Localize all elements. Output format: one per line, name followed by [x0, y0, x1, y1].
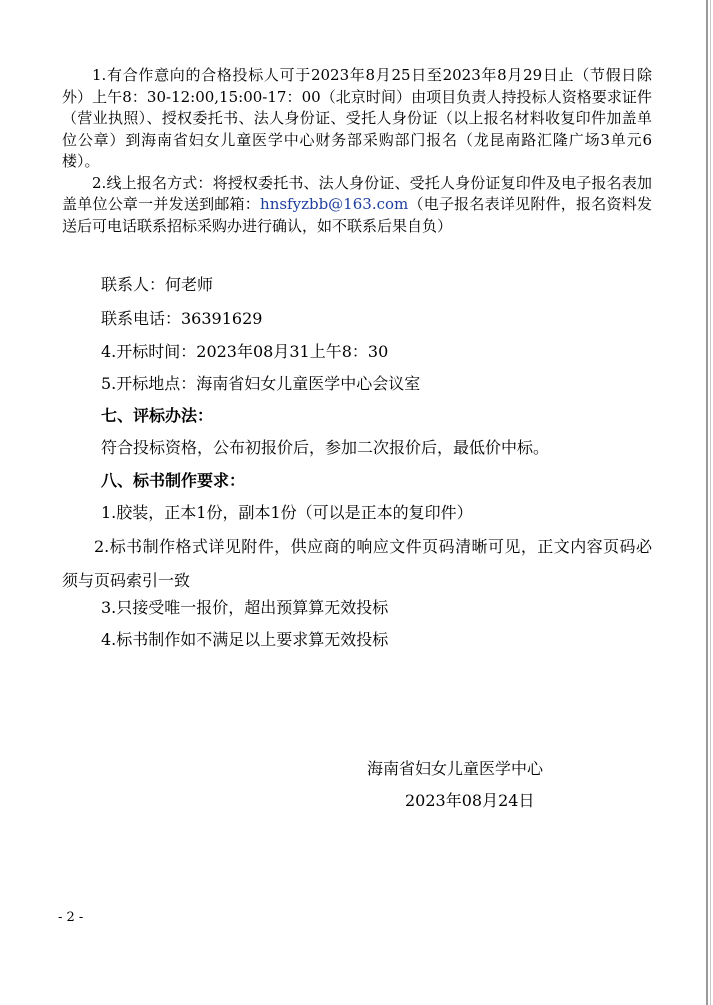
- section7-text: 符合投标资格，公布初报价后，参加二次报价后，最低价中标。: [101, 438, 550, 457]
- signature-date: 2023年08月24日: [405, 791, 535, 810]
- registration-paragraphs: [62, 65, 652, 237]
- bid-opening-time: 4.开标时间：2023年08月31上午8：30: [101, 342, 389, 361]
- signature-organization: 海南省妇女儿童医学中心: [367, 759, 544, 778]
- contact-phone: 联系电话：36391629: [101, 309, 263, 328]
- registration-item-online: [62, 173, 652, 238]
- contact-person: 联系人：何老师: [101, 275, 214, 294]
- section8-heading: 八、标书制作要求：: [101, 471, 246, 490]
- section8-item-invalid: 4.标书制作如不满足以上要求算无效投标: [101, 630, 389, 649]
- section7-heading: 七、评标办法：: [101, 406, 214, 425]
- bid-opening-place: 5.开标地点：海南省妇女儿童医学中心会议室: [101, 374, 421, 393]
- page-edge-divider: [706, 0, 708, 1005]
- registration-item-onsite: 1.有合作意向的合格投标人可于2023年8月25日至2023年8月29日止（节假日除外）上午8：30-12:00,15:00-17：00（北京时间）由项目负责人持投标人资格要求证件（营业执照）、授权委托书、法人身份证、受托人身份证（以上报名材料收复印件加盖单位公章）到海南省妇女儿童医学中心财务部采购部门报名（龙昆南路汇隆广场3单元6楼）。: [62, 66, 652, 170]
- section8-item-binding: 1.胶装，正本1份，副本1份（可以是正本的复印件）: [101, 503, 473, 522]
- section8-item-single-quote: 3.只接受唯一报价，超出预算算无效投标: [101, 598, 389, 617]
- online-registration-note: （电子报名表详见附件，报名资料发送后可电话联系招标采购办进行确认，如不联系后果自负）: [62, 195, 652, 235]
- registration-email[interactable]: hnsfyzbb@163.com: [260, 195, 409, 213]
- online-registration-text: 2.线上报名方式：将授权委托书、法人身份证、受托人身份证复印件及电子报名表加盖单位公章一并发送到邮箱：: [62, 173, 652, 213]
- section8-item-format: 2.标书制作格式详见附件，供应商的响应文件页码清晰可见，正文内容页码必须与页码索引一致: [62, 537, 652, 590]
- page-number: - 2 -: [58, 910, 84, 925]
- page-edge-shadow: [710, 0, 711, 1005]
